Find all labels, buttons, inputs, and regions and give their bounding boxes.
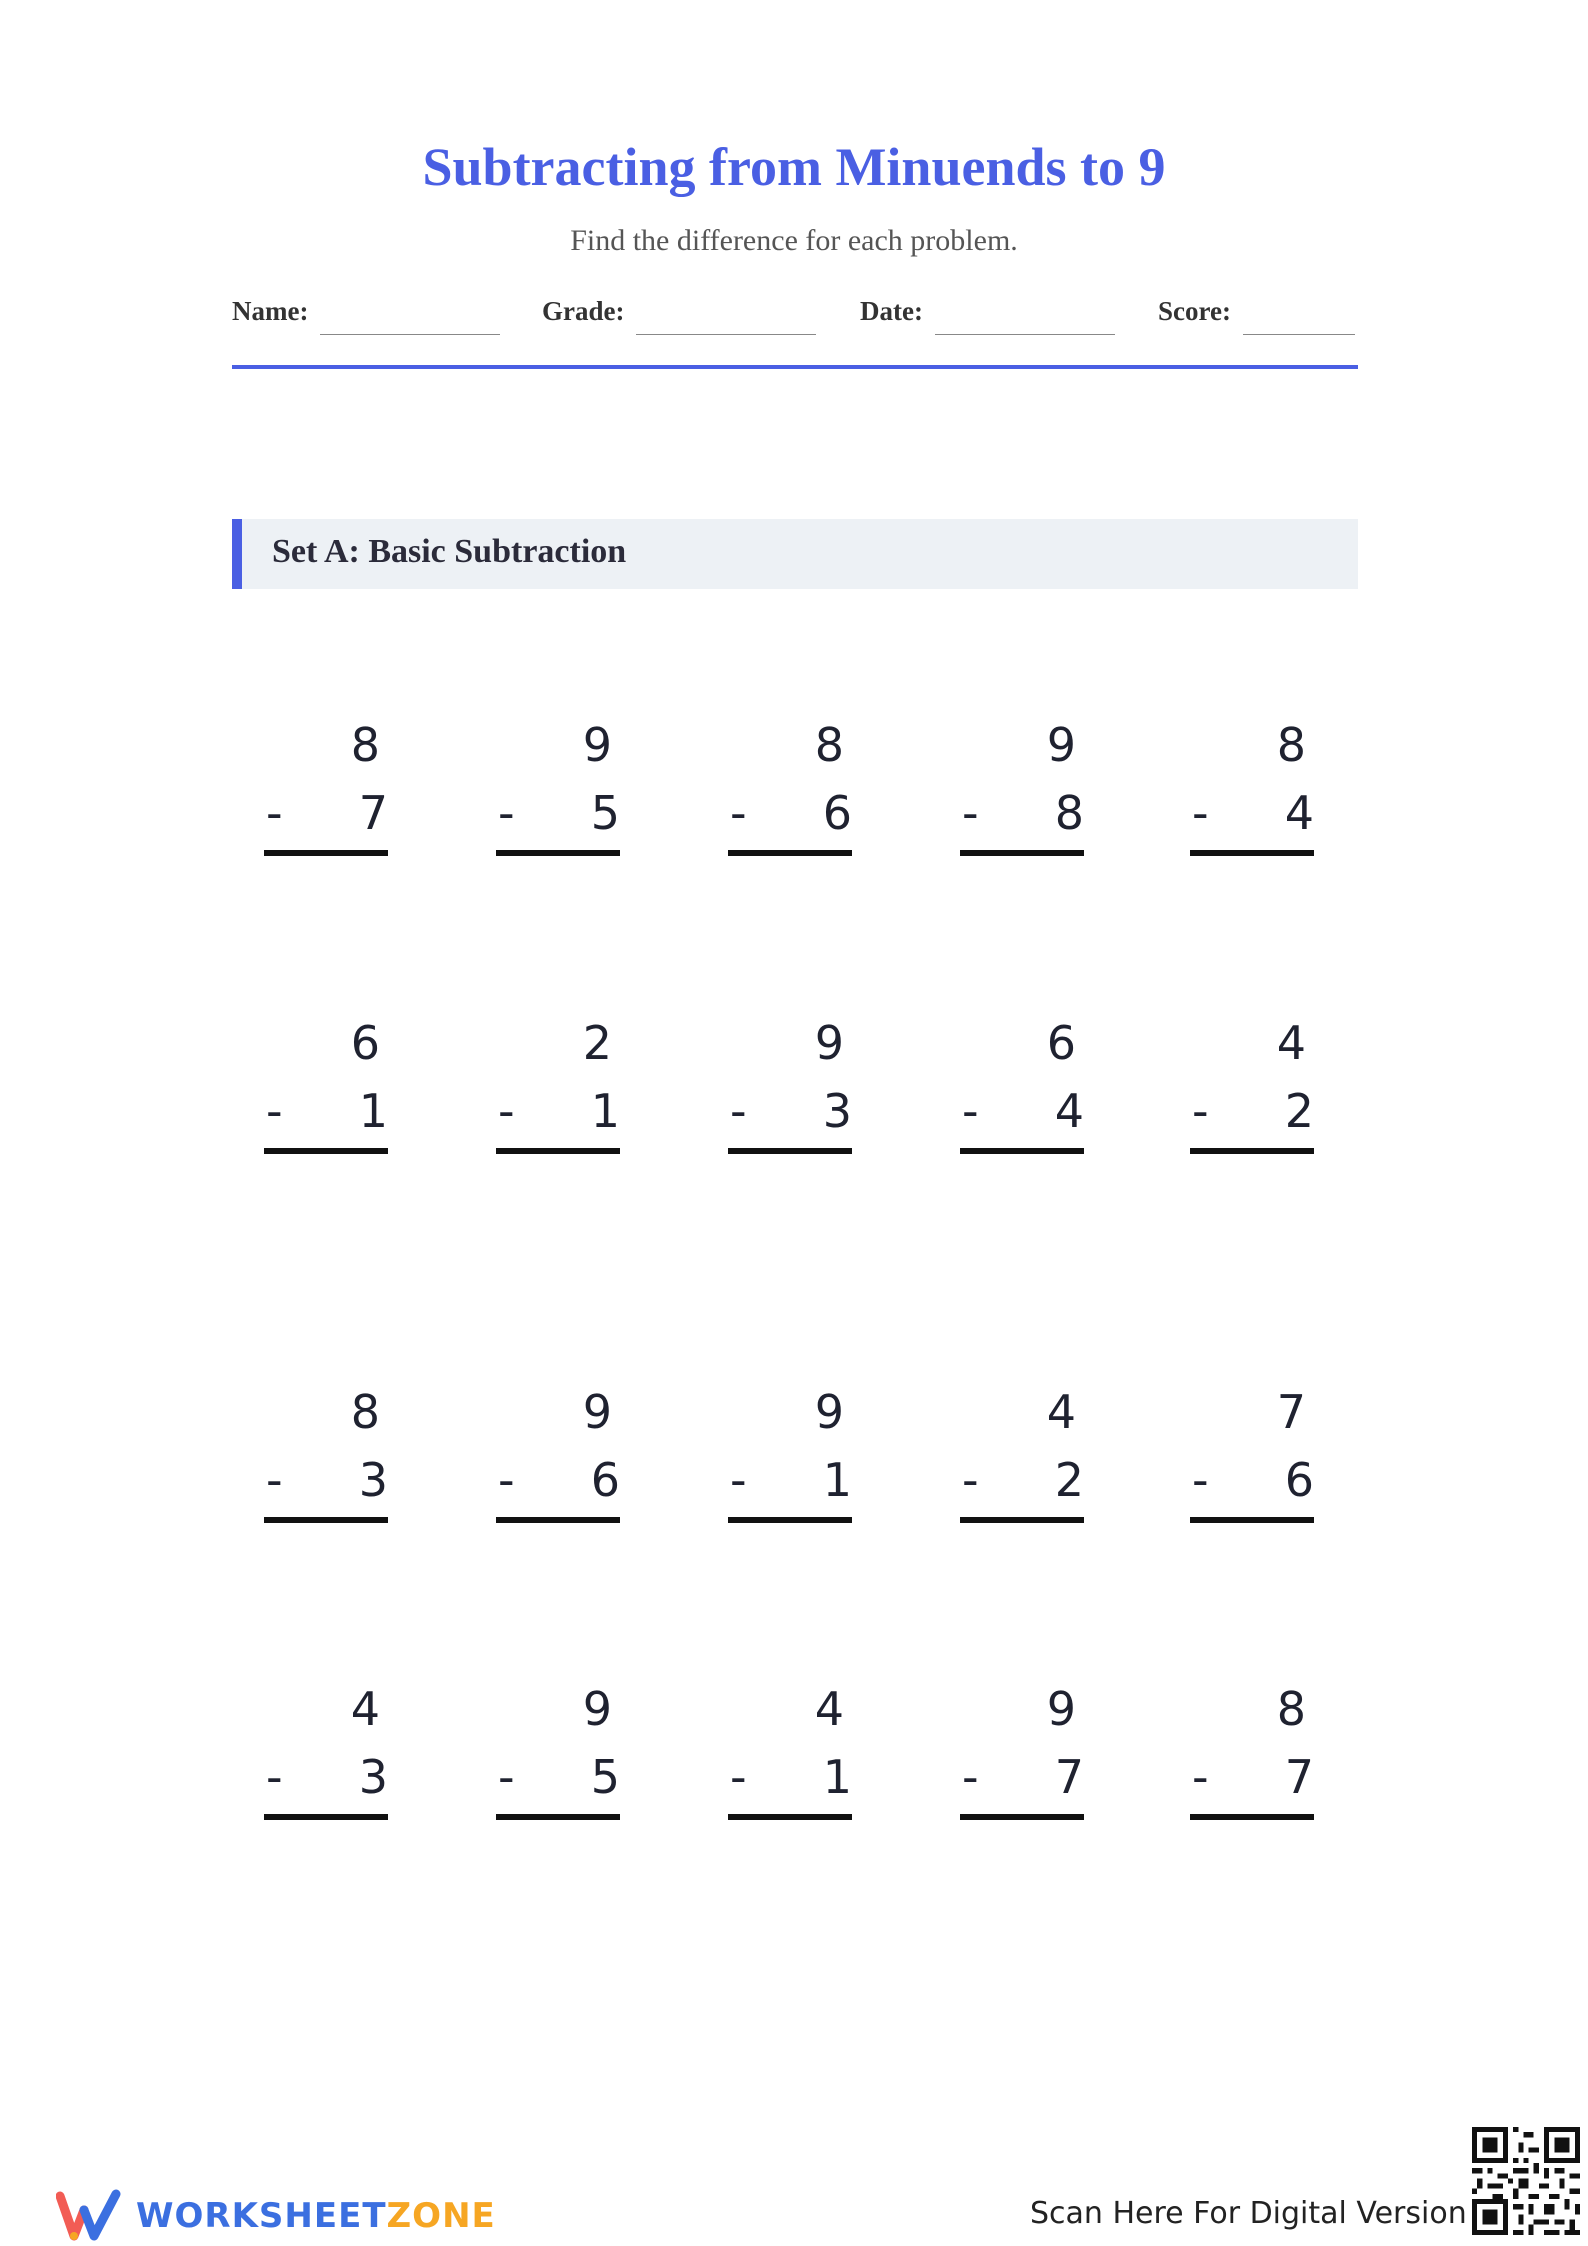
subtraction-problem: [1190, 1385, 1314, 1539]
subtrahend: 2: [1284, 1084, 1314, 1138]
subtrahend: 1: [822, 1453, 852, 1507]
subtraction-problem: [1190, 1016, 1314, 1170]
minus-sign: -: [730, 1453, 747, 1507]
subtraction-problem: [496, 1682, 620, 1836]
answer-line[interactable]: [728, 1814, 852, 1820]
subtrahend: 3: [822, 1084, 852, 1138]
minuend: 9: [814, 1016, 844, 1070]
answer-line[interactable]: [264, 1814, 388, 1820]
minus-sign: -: [962, 786, 979, 840]
logo-mark-icon: [56, 2188, 122, 2244]
logo-text-zone: ZONE: [386, 2196, 496, 2236]
answer-line[interactable]: [264, 850, 388, 856]
worksheet-subtitle: Find the difference for each problem.: [570, 224, 1018, 257]
minuend: 9: [582, 1385, 612, 1439]
section-title: Set A: Basic Subtraction: [272, 533, 627, 570]
answer-line[interactable]: [264, 1148, 388, 1154]
answer-line[interactable]: [1190, 1814, 1314, 1820]
answer-line[interactable]: [960, 1148, 1084, 1154]
grade-field: [542, 296, 816, 335]
subtraction-problem: [728, 1016, 852, 1170]
minuend: 4: [1046, 1385, 1076, 1439]
answer-line[interactable]: [1190, 1517, 1314, 1523]
answer-line[interactable]: [496, 1148, 620, 1154]
minuend: 9: [1046, 1682, 1076, 1736]
answer-line[interactable]: [728, 1148, 852, 1154]
minuend: 8: [350, 1385, 380, 1439]
subtraction-problem: [960, 718, 1084, 872]
section-header: [232, 519, 1358, 589]
minuend: 9: [582, 1682, 612, 1736]
scan-instruction: Scan Here For Digital Version: [1030, 2196, 1467, 2231]
minus-sign: -: [498, 1750, 515, 1804]
subtrahend: 6: [822, 786, 852, 840]
worksheet-title: Subtracting from Minuends to 9: [422, 137, 1166, 197]
minuend: 4: [1276, 1016, 1306, 1070]
subtrahend: 5: [590, 786, 620, 840]
minus-sign: -: [730, 786, 747, 840]
score-blank[interactable]: [1243, 296, 1355, 335]
student-info-fields: [232, 296, 1358, 336]
answer-line[interactable]: [496, 1814, 620, 1820]
answer-line[interactable]: [1190, 850, 1314, 856]
subtraction-problem: [264, 1385, 388, 1539]
subtrahend: 1: [822, 1750, 852, 1804]
subtraction-problem: [1190, 718, 1314, 872]
subtraction-problem: [496, 1016, 620, 1170]
minus-sign: -: [1192, 1750, 1209, 1804]
qr-code-icon[interactable]: [1472, 2127, 1580, 2235]
answer-line[interactable]: [960, 850, 1084, 856]
subtrahend: 2: [1054, 1453, 1084, 1507]
date-label: Date:: [860, 296, 923, 326]
logo-text-worksheet: WORKSHEET: [136, 2196, 387, 2236]
subtrahend: 6: [590, 1453, 620, 1507]
grade-label: Grade:: [542, 296, 625, 326]
minus-sign: -: [1192, 1453, 1209, 1507]
subtrahend: 7: [1054, 1750, 1084, 1804]
subtraction-problem: [960, 1016, 1084, 1170]
subtraction-problem: [264, 1682, 388, 1836]
name-field: [232, 296, 500, 335]
minus-sign: -: [962, 1084, 979, 1138]
minuend: 8: [1276, 718, 1306, 772]
minuend: 9: [814, 1385, 844, 1439]
subtraction-problem: [264, 1016, 388, 1170]
subtrahend: 1: [590, 1084, 620, 1138]
subtraction-problem: [728, 1682, 852, 1836]
subtrahend: 3: [358, 1750, 388, 1804]
score-label: Score:: [1158, 296, 1231, 326]
answer-line[interactable]: [960, 1517, 1084, 1523]
minus-sign: -: [266, 1084, 283, 1138]
subtrahend: 5: [590, 1750, 620, 1804]
subtrahend: 7: [1284, 1750, 1314, 1804]
subtraction-problem: [960, 1385, 1084, 1539]
minuend: 2: [582, 1016, 612, 1070]
minus-sign: -: [266, 786, 283, 840]
minus-sign: -: [266, 1453, 283, 1507]
minuend: 4: [350, 1682, 380, 1736]
answer-line[interactable]: [728, 850, 852, 856]
subtrahend: 8: [1054, 786, 1084, 840]
logo-text: [136, 2196, 496, 2236]
minuend: 7: [1276, 1385, 1306, 1439]
grade-blank[interactable]: [636, 296, 816, 335]
answer-line[interactable]: [496, 850, 620, 856]
subtraction-problem: [496, 1385, 620, 1539]
answer-line[interactable]: [264, 1517, 388, 1523]
subtrahend: 1: [358, 1084, 388, 1138]
minuend: 8: [814, 718, 844, 772]
subtraction-problem: [728, 1385, 852, 1539]
minuend: 4: [814, 1682, 844, 1736]
date-field: [860, 296, 1115, 335]
minuend: 8: [1276, 1682, 1306, 1736]
subtrahend: 3: [358, 1453, 388, 1507]
subtraction-problem: [496, 718, 620, 872]
name-label: Name:: [232, 296, 309, 326]
minus-sign: -: [1192, 1084, 1209, 1138]
minus-sign: -: [498, 1084, 515, 1138]
answer-line[interactable]: [960, 1814, 1084, 1820]
minuend: 6: [1046, 1016, 1076, 1070]
score-field: [1158, 296, 1355, 335]
header-divider: [232, 365, 1358, 369]
minus-sign: -: [962, 1453, 979, 1507]
worksheetzone-logo: [56, 2186, 496, 2246]
date-blank[interactable]: [935, 296, 1115, 335]
minus-sign: -: [1192, 786, 1209, 840]
minuend: 6: [350, 1016, 380, 1070]
subtraction-problem: [264, 718, 388, 872]
answer-line[interactable]: [1190, 1148, 1314, 1154]
minus-sign: -: [498, 786, 515, 840]
minus-sign: -: [962, 1750, 979, 1804]
subtrahend: 4: [1054, 1084, 1084, 1138]
minuend: 9: [1046, 718, 1076, 772]
subtraction-problem: [728, 718, 852, 872]
minus-sign: -: [266, 1750, 283, 1804]
minus-sign: -: [730, 1084, 747, 1138]
name-blank[interactable]: [320, 296, 500, 335]
subtraction-problem: [960, 1682, 1084, 1836]
minus-sign: -: [730, 1750, 747, 1804]
minus-sign: -: [498, 1453, 515, 1507]
minuend: 9: [582, 718, 612, 772]
answer-line[interactable]: [728, 1517, 852, 1523]
subtrahend: 7: [358, 786, 388, 840]
answer-line[interactable]: [496, 1517, 620, 1523]
minuend: 8: [350, 718, 380, 772]
subtrahend: 4: [1284, 786, 1314, 840]
subtraction-problem: [1190, 1682, 1314, 1836]
subtrahend: 6: [1284, 1453, 1314, 1507]
